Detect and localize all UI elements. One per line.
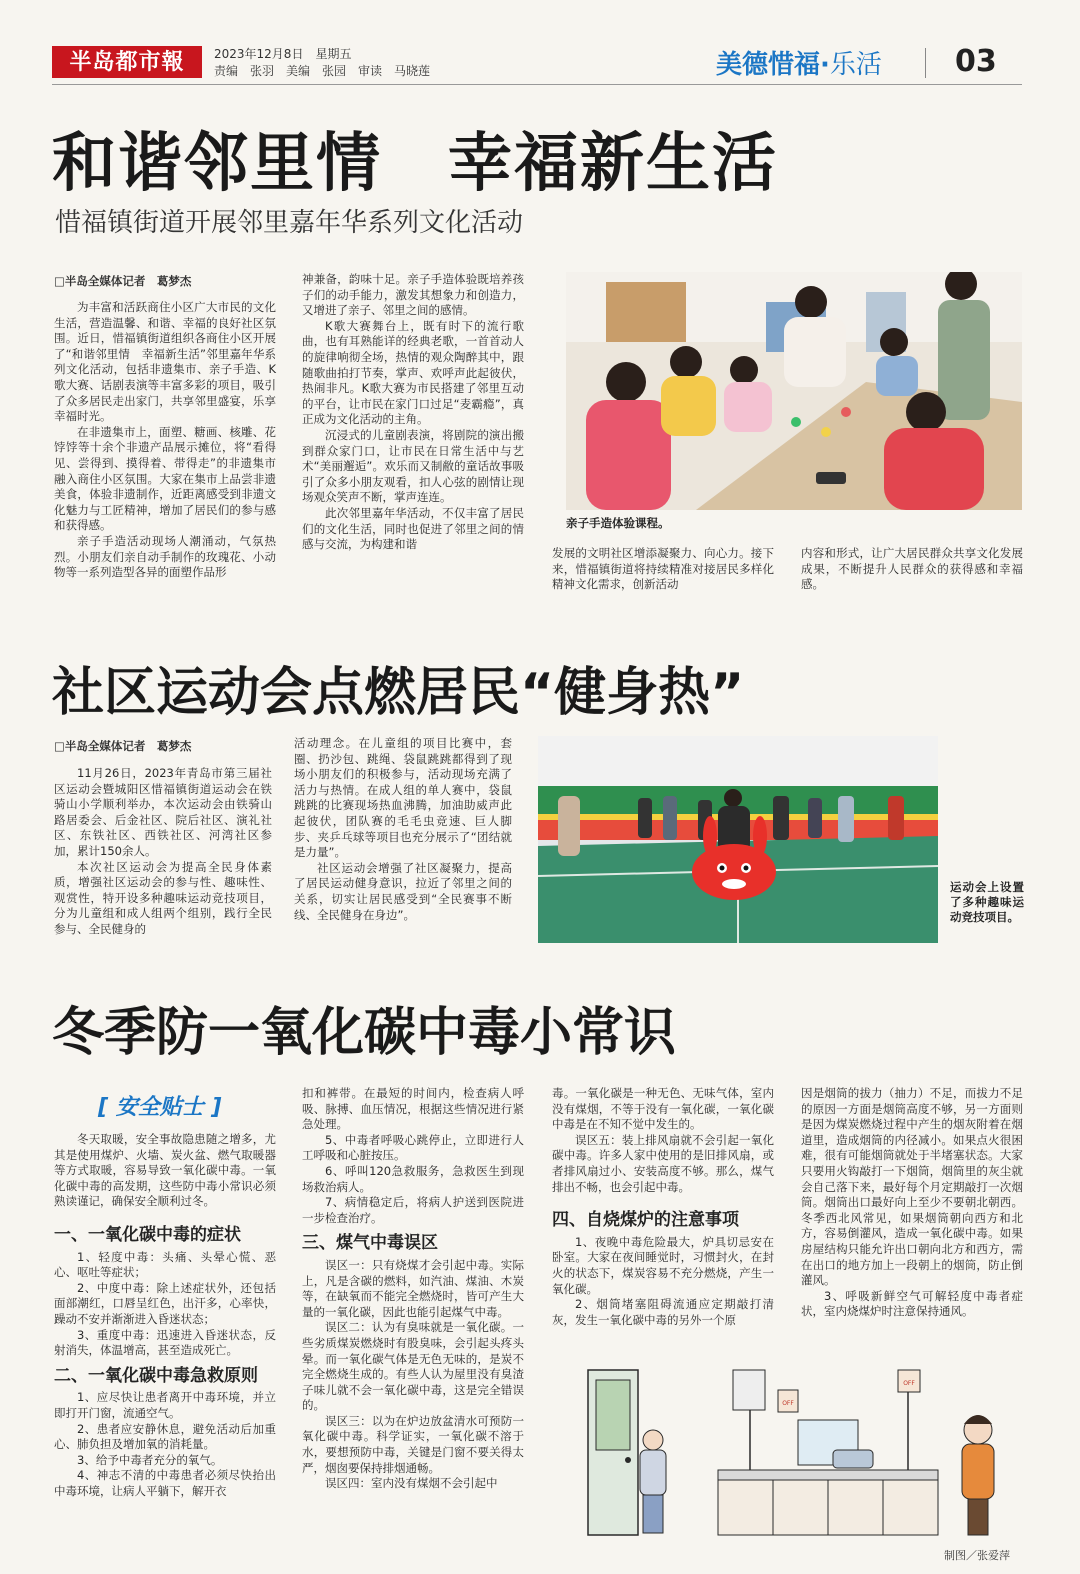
co-safety-illustration: [578, 1350, 1024, 1546]
list-item: 7、病情稳定后，将病人护送到医院进一步检查治疗。: [302, 1195, 524, 1225]
paragraph: K歌大赛舞台上，既有时下的流行歌曲，也有耳熟能详的经典老歌，一首首动人的旋律响彻全场，热情的观众陶醉其中，跟随歌曲拍打节奏，掌声、欢呼声此起彼伏，热闹非凡。K歌大赛为市民搭建了邻里互动的平台，让市民在家门口过足“麦霸瘾”，真正成为文化活动的主角。: [302, 318, 524, 427]
illustration-credit: 制图／张爱萍: [944, 1549, 1010, 1562]
article1-column-1: [54, 300, 276, 581]
article1-column-2: [302, 272, 524, 553]
list-item: 4、神志不清的中毒患者必须尽快抬出中毒环境，让病人平躺下，解开衣: [54, 1468, 276, 1498]
sports-photo-caption: 运动会上设置了多种趣味运动竞技项目。: [950, 880, 1024, 924]
kitchen-illustration: [578, 1350, 1024, 1546]
list-item: 1、应尽快让患者离开中毒环境，并立即打开门窗，流通空气。: [54, 1390, 276, 1420]
paragraph: 本次社区运动会为提高全民身体素质，增强社区运动会的参与性、趣味性、观赏性，特开设多种趣味运动竞技项目，分为儿童组和成人组两个组别，践行全民参与、全民健身的: [54, 859, 272, 936]
crafts-class-illustration: [566, 272, 1022, 510]
article1-subtitle: 惜福镇街道开展邻里嘉年华系列文化活动: [55, 208, 524, 238]
article3-column-2: [302, 1086, 524, 1492]
section-main: 美德惜福·: [716, 50, 830, 80]
list-item: 误区五：装上排风扇就不会引起一氧化碳中毒。许多人家中使用的是旧排风扇，或者排风扇过小、安装高度不够。那么，煤气排出不畅，也会引起中毒。: [552, 1132, 774, 1194]
header-separator: [925, 48, 926, 78]
list-item: 2、中度中毒：除上述症状外，还包括面部潮红，口唇呈红色，出汗多，心率快，躁动不安并渐渐进入昏迷状态；: [54, 1280, 276, 1326]
paragraph: 活动理念。在儿童组的项目比赛中，套圈、扔沙包、跳绳、袋鼠跳跳都得到了现场小朋友们的积极参与，活动现场充满了活力与热情。在成人组的单人赛中，袋鼠跳跳的比赛现场热血沸腾，加油助威声此起彼伏，团队赛的毛毛虫竞速、巨人脚步、夹乒乓球等项目也充分展示了“团结就是力量”。: [294, 736, 512, 860]
list-item: 误区三：以为在炉边放盆清水可预防一氧化碳中毒。科学证实，一氧化碳不溶于水，要想预防中毒，关键是门窗不要关得太严，烟囱要保持排烟通畅。: [302, 1413, 524, 1475]
article1-column-3: [552, 546, 774, 593]
list-item: 1、夜晚中毒危险最大，炉具切忌安在卧室。大家在夜间睡觉时，习惯封火，在封火的状态下，煤炭容易不充分燃烧，产生一氧化碳。: [552, 1234, 774, 1296]
paragraph: 发展的文明社区增添凝聚力、向心力。接下来，惜福镇街道将持续精准对接居民多样化精神文化需求，创新活动: [552, 546, 774, 592]
list-item: 1、轻度中毒：头痛、头晕心慌、恶心、呕吐等症状；: [54, 1249, 276, 1280]
section-heading: 四、自烧煤炉的注意事项: [552, 1210, 739, 1231]
paragraph: 内容和形式，让广大居民群众共享文化发展成果，不断提升人民群众的获得感和幸福感。: [801, 546, 1023, 592]
list-item: 误区一：只有烧煤才会引起中毒。实际上，凡是含碳的燃料，如汽油、煤油、木炭等，在缺氧而不能完全燃烧时，皆可产生大量的一氧化碳，因此也能引起煤气中毒。: [302, 1257, 524, 1319]
safety-tips-label: [ 安全贴士 ]: [98, 1095, 222, 1120]
paragraph: 神兼备，韵味十足。亲子手造体验既培养孩子们的动手能力，激发其想象力和创造力，又增进了亲子、邻里之间的感情。: [302, 272, 524, 318]
article3-column-4: [801, 1086, 1023, 1320]
list-item: 3、重度中毒：迅速进入昏迷状态，反射消失，体温增高，甚至造成死亡。: [54, 1327, 276, 1358]
page-number: 03: [955, 44, 997, 79]
header-rule: [52, 84, 1022, 85]
paragraph: 在非遗集市上，面塑、糖画、核雕、花饽饽等十余个非遗产品展示摊位，将“看得见、尝得到、摸得着、带得走”的非遗集市融入商住小区氛围。大家在集市上品尝非遗美食，体验非遗制作，近距离感受到非遗文化魅力与工匠精神，增加了居民们的参与感和获得感。: [54, 424, 276, 533]
list-item: 扣和裤带。在最短的时间内，检查病人呼吸、脉搏、血压情况，根据这些情况进行紧急处理。: [302, 1086, 524, 1132]
article2-title: 社区运动会点燃居民“健身热”: [52, 663, 745, 723]
editor-credits: 责编 张羽 美编 张园 审读 马晓莲: [214, 64, 431, 78]
section-heading: 一、一氧化碳中毒的症状: [54, 1224, 241, 1245]
sports-meeting-illustration: [538, 736, 938, 943]
section-heading: 三、煤气中毒误区: [302, 1233, 438, 1254]
list-item: 误区二：认为有臭味就是一氧化碳。一些劣质煤炭燃烧时有股臭味，会引起头疼头晕。而一氧化碳气体是无色无味的，是炭不完全燃烧生成的。有些人认为屋里没有臭渣子味儿就不会一氧化碳中毒，这是完全错误的。: [302, 1320, 524, 1413]
article2-column-1: [54, 766, 272, 938]
article3-column-3: [552, 1086, 774, 1328]
paragraph: 社区运动会增强了社区凝聚力，提高了居民运动健身意识，拉近了邻里之间的关系，切实让居民感受到“全民赛事不断线、全民健身在身边”。: [294, 860, 512, 922]
newspaper-logo: 半岛都市報: [52, 46, 202, 78]
article3-column-1: [54, 1132, 276, 1499]
paragraph: 为丰富和活跃商住小区广大市民的文化生活，营造温馨、和谐、幸福的良好社区氛围。近日，惜福镇街道组织各商住小区开展了“和谐邻里情 幸福新生活”邻里嘉年华系列文化活动，包括非遗集市、亲子手造、K歌大赛、话剧表演等丰富多彩的项目，吸引了众多居民走出家门，共享邻里盛宴，乐享幸福时光。: [54, 300, 276, 424]
article1-column-4: [801, 546, 1023, 593]
crafts-photo-caption: 亲子手造体验课程。: [566, 516, 670, 530]
switch-label-1: OFF: [782, 1400, 794, 1407]
section-sub: 乐活: [829, 50, 882, 80]
paragraph: 沉浸式的儿童剧表演，将剧院的演出搬到群众家门口，让市民在日常生活中与艺术“美丽邂逅”。欢乐而又制敝的童话故事吸引了众多小朋友观看，扣人心弦的剧情让现场观众笑声不断，掌声连连。: [302, 427, 524, 505]
paragraph: 此次邻里嘉年华活动，不仅丰富了居民们的文化生活，同时也促进了邻里之间的情感与交流，为构建和谐: [302, 505, 524, 552]
article2-byline: □半岛全媒体记者 葛梦杰: [54, 739, 192, 753]
list-item: 2、患者应安静休息，避免活动后加重心、肺负担及增加氧的消耗量。: [54, 1421, 276, 1452]
article2-column-2: [294, 736, 512, 923]
paragraph: 冬天取暖，安全事故隐患随之增多，尤其是使用煤炉、火墙、炭火盆、燃气取暖器等方式取暖，容易导致一氧化碳中毒。一氧化碳中毒的高发期，这些防中毒小常识必须熟读谨记，确保安全顺利过冬。: [54, 1132, 276, 1209]
paragraph: 亲子手造活动现场人潮涌动，气氛热烈。小朋友们亲自动手制作的玫瑰花、小动物等一系列造型各异的面塑作品形: [54, 533, 276, 580]
list-item: 3、呼吸新鲜空气可解轻度中毒者症状，室内烧煤炉时注意保持通风。: [801, 1288, 1023, 1319]
list-item: 毒。一氧化碳是一种无色、无味气体，室内没有煤烟，不等于没有一氧化碳，一氧化碳中毒是在不知不觉中发生的。: [552, 1086, 774, 1132]
section-title: [716, 44, 882, 81]
list-item: 2、烟筒堵塞阻碍流通应定期敲打清灰，发生一氧化碳中毒的另外一个原: [552, 1297, 774, 1327]
list-item: 5、中毒者呼吸心跳停止，立即进行人工呼吸和心脏按压。: [302, 1132, 524, 1163]
list-item: 因是烟筒的拔力（抽力）不足，而拔力不足的原因一方面是烟筒高度不够，另一方面则是因为煤炭燃烧过程中产生的烟灰附着在烟道里，造成烟筒的内径减小。如果点火很困难，很有可能烟筒就处于半堵塞状态。大家只要用火钩敲打一下烟筒，烟筒里的灰尘就会自己落下来，最好每个月定期敲打一次烟筒。烟筒出口最好向上至少不要朝北朝西。冬季西北风常见，如果烟筒朝向西方和北方，容易倒灌风，造成一氧化碳中毒。如果房屋结构只能允许出口朝向北方和西方，需在出口的地方加上一段朝上的烟筒，防止倒灌风。: [801, 1086, 1023, 1288]
section-heading: 二、一氧化碳中毒急救原则: [54, 1365, 258, 1386]
article1-byline: □半岛全媒体记者 葛梦杰: [54, 274, 192, 288]
list-item: 6、呼叫120急救服务，急救医生到现场救治病人。: [302, 1163, 524, 1194]
switch-label-2: OFF: [903, 1380, 915, 1387]
sports-meeting-photo: [538, 736, 938, 943]
paragraph: 11月26日，2023年青岛市第三届社区运动会暨城阳区惜福镇街道运动会在铁骑山小学顺利举办，本次运动会由铁骑山路居委会、后金社区、院后社区、演礼社区、东铁社区、西铁社区、河湾社区参加，累计150余人。: [54, 766, 272, 858]
article1-title: 和谐邻里情 幸福新生活: [52, 127, 778, 201]
issue-date: 2023年12月8日 星期五: [214, 47, 352, 61]
list-item: 3、给予中毒者充分的氧气。: [77, 1452, 223, 1467]
crafts-class-photo: [566, 272, 1022, 510]
list-item: 误区四：室内没有煤烟不会引起中: [325, 1476, 498, 1491]
article3-title: 冬季防一氧化碳中毒小常识: [52, 1003, 677, 1063]
